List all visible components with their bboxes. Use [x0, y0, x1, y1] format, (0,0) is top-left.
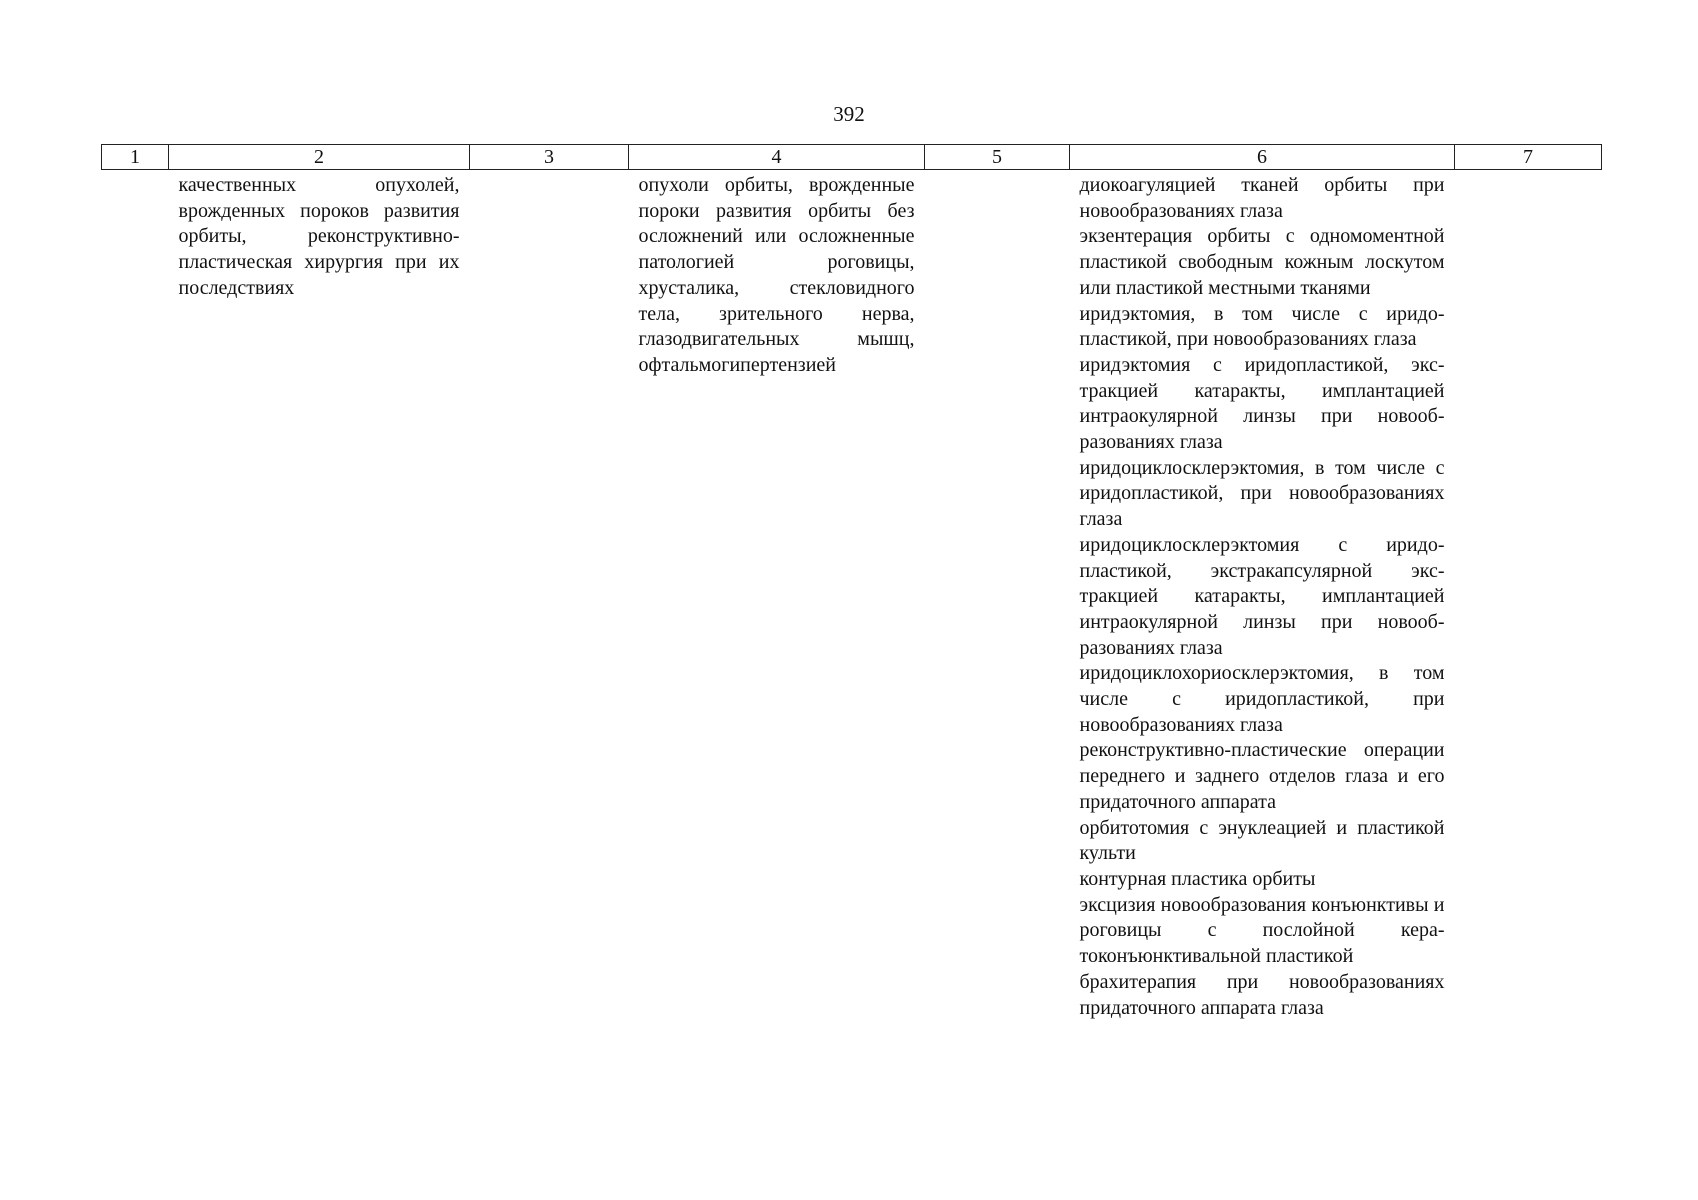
cell-col6 — [1070, 170, 1455, 1022]
cell-col3 — [470, 170, 629, 1022]
diagnosis-group-text: качественных опухолей, врожденных пороков развития орбиты, реконструктивно-пластическая хирургия при их последствиях — [178, 174, 460, 299]
cell-col2 — [169, 170, 470, 1022]
column-number-header-row — [102, 145, 1602, 170]
column-header-6: 6 — [1070, 145, 1455, 170]
treatment-method-item: иридэктомия, в том числе с иридопластикой, при новообразованиях глаза — [1079, 302, 1445, 351]
treatment-method-item: иридоциклосклерэктомия с иридопластикой, экстракапсулярной экстракцией катаракты, имплантацией интраокулярной линзы при новообразованиях глаза — [1079, 533, 1445, 659]
page-number: 392 — [833, 102, 865, 126]
column-header-7: 7 — [1455, 145, 1602, 170]
treatment-method-item: реконструктивно-пластические операции переднего и заднего отделов глаза и его придаточного аппарата — [1079, 739, 1445, 813]
treatment-method-item: брахитерапия при новообразованиях придаточного аппарата глаза — [1079, 970, 1445, 1019]
treatment-method-item: эксцизия новообразования конъюнктивы и роговицы с послойной кератоконъюнктивальной пластикой — [1079, 893, 1445, 968]
treatment-methods-list — [1080, 173, 1445, 1021]
table-row — [102, 170, 1602, 1022]
column-header-3: 3 — [470, 145, 629, 170]
column-header-4: 4 — [629, 145, 925, 170]
treatment-method-item: экзентерация орбиты с одномоментной пластикой свободным кожным лоскутом или пластикой местными тканями — [1079, 225, 1445, 299]
treatment-method-item: орбитотомия с энуклеацией и пластикой культи — [1079, 816, 1445, 865]
cell-col7 — [1455, 170, 1602, 1022]
cell-col1 — [102, 170, 169, 1022]
treatment-method-item: иридоциклохориосклерэктомия, в том числе с иридопластикой, при новообразованиях глаза — [1079, 662, 1445, 736]
disease-model-text: опухоли орбиты, врожденные пороки развития орбиты без осложнений или осложненные патологией роговицы, хрусталика, стекловидного тела, зрительного нерва, глазодвигательных мышц, офтальмогипертензией — [638, 174, 915, 376]
cell-col4 — [629, 170, 925, 1022]
column-header-2: 2 — [169, 145, 470, 170]
cell-col5 — [925, 170, 1070, 1022]
treatment-method-item: иридоциклосклерэктомия, в том числе с иридопластикой, при новообразованиях глаза — [1079, 456, 1445, 531]
treatment-method-item: диокоагуляцией тканей орбиты при новообразованиях глаза — [1079, 174, 1445, 222]
treatment-method-item: иридэктомия с иридопластикой, экстракцией катаракты, имплантацией интраокулярной линзы при новообразованиях глаза — [1079, 353, 1445, 454]
treatment-method-item: контурная пластика орбиты — [1079, 867, 1316, 890]
column-header-5: 5 — [925, 145, 1070, 170]
procedures-table — [101, 144, 1602, 1021]
column-header-1: 1 — [102, 145, 169, 170]
